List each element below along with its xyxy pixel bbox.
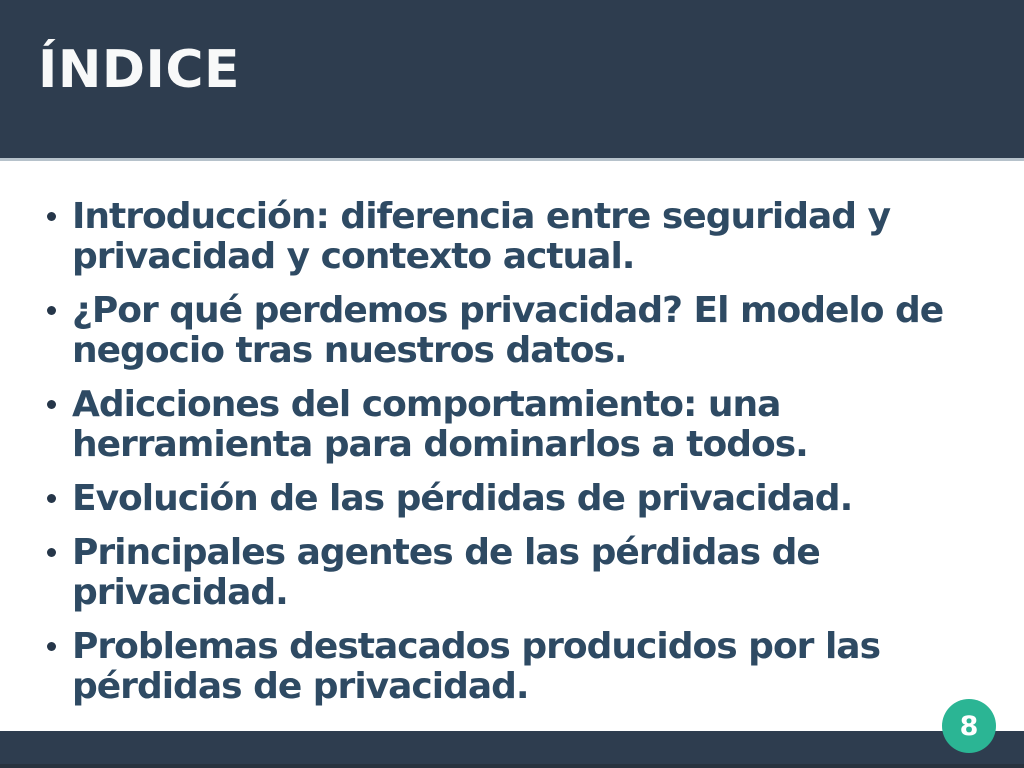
list-item [46, 385, 996, 465]
list-item-line: privacidad. [72, 572, 288, 613]
list-item-line: Adicciones del comportamiento: una [72, 384, 781, 425]
footer-bar [0, 731, 1024, 768]
slide-title: ÍNDICE [38, 40, 241, 100]
list-item [46, 291, 996, 371]
page-number: 8 [959, 710, 979, 742]
list-item [46, 533, 996, 613]
bullet-icon [47, 212, 56, 221]
list-item [46, 479, 996, 519]
list-item-line: Principales agentes de las pérdidas de [72, 532, 820, 573]
list-item-line: herramienta para dominarlos a todos. [72, 424, 808, 465]
page-number-badge [942, 699, 996, 753]
index-list [46, 197, 996, 721]
list-item [46, 197, 996, 277]
bullet-icon [47, 642, 56, 651]
bullet-icon [47, 548, 56, 557]
list-item-line: privacidad y contexto actual. [72, 236, 635, 277]
bullet-icon [47, 494, 56, 503]
list-item-line: negocio tras nuestros datos. [72, 330, 627, 371]
list-item [46, 627, 996, 707]
slide-header [0, 0, 1024, 161]
list-item-line: Problemas destacados producidos por las [72, 626, 881, 667]
list-item-line: Evolución de las pérdidas de privacidad. [72, 478, 853, 519]
bullet-icon [47, 400, 56, 409]
bullet-icon [47, 306, 56, 315]
list-item-line: pérdidas de privacidad. [72, 666, 529, 707]
list-item-line: ¿Por qué perdemos privacidad? El modelo de [72, 290, 944, 331]
list-item-line: Introducción: diferencia entre seguridad y [72, 196, 891, 237]
